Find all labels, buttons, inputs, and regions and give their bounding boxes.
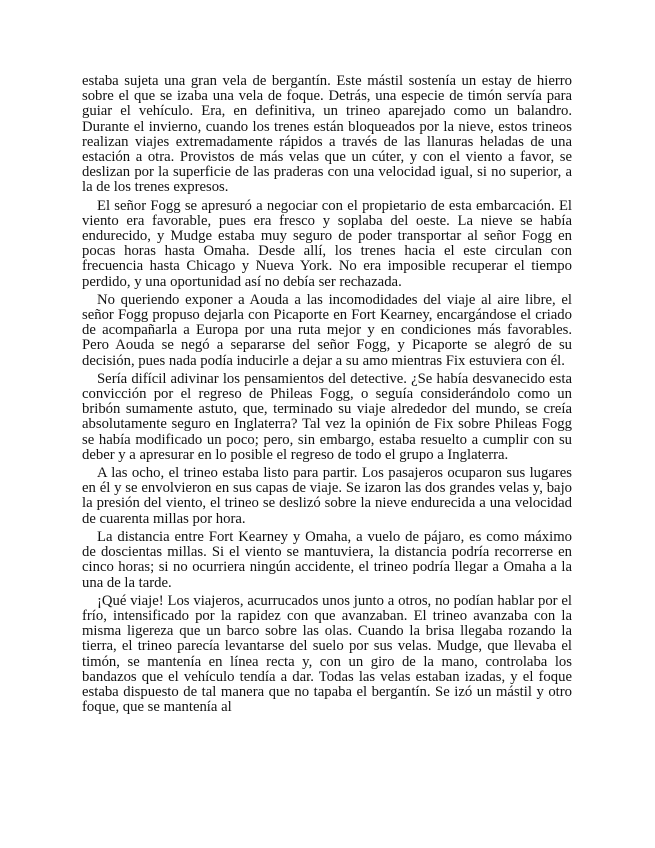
paragraph-1: estaba sujeta una gran vela de bergantín. Este mástil sostenía un estay de hierro sobre el que se izaba una vela de foque. Detrás, una especie de timón servía para guiar el vehículo. Era, en definitiva, un trineo aparejado como un balandro. Durante el invierno, cuando los trenes están bloqueados por la nieve, estos trineos realizan viajes extremadamente rápidos a través de las llanuras heladas de una estación a otra. Provistos de más velas que un cúter, y con el viento a favor, se deslizan por la superficie de las praderas con una velocidad igual, si no superior, a la de los trenes expresos. xyxy=(82,73,572,196)
paragraph-6: La distancia entre Fort Kearney y Omaha, a vuelo de pájaro, es como máximo de doscientas millas. Si el viento se mantuviera, la distancia podría recorrerse en cinco horas; si no ocurriera ningún accidente, el trineo podría llegar a Omaha a la una de la tarde. xyxy=(82,528,572,591)
page-body xyxy=(82,74,572,718)
paragraph-3: No queriendo exponer a Aouda a las incomodidades del viaje al aire libre, el señor Fogg propuso dejarla con Picaporte en Fort Kearney, encargándose el criado de acompañarla a Europa por una ruta mejor y en condiciones más favorables. Pero Aouda se negó a separarse del señor Fogg, y Picaporte se alegró de su decisión, pues nada podía inducirle a dejar a su amo mientras Fix estuviera con él. xyxy=(82,291,572,369)
paragraph-2: El señor Fogg se apresuró a negociar con el propietario de esta embarcación. El viento era favorable, pues era fresco y soplaba del oeste. La nieve se había endurecido, y Mudge estaba muy seguro de poder transportar al señor Fogg en pocas horas hasta Omaha. Desde allí, los trenes hacia el este circulan con frecuencia hasta Chicago y Nueva York. No era imposible recuperar el tiempo perdido, y una oportunidad así no debía ser rechazada. xyxy=(82,197,572,290)
paragraph-4: Sería difícil adivinar los pensamientos del detective. ¿Se había desvanecido esta convicción por el regreso de Phileas Fogg, o seguía considerándolo como un bribón sumamente astuto, que, terminado su viaje alrededor del mundo, se creía absolutamente seguro en Inglaterra? Tal vez la opinión de Fix sobre Phileas Fogg se había modificado un poco; pero, sin embargo, estaba resuelto a cumplir con su deber y a apresurar en lo posible el regreso de todo el grupo a Inglaterra. xyxy=(82,370,572,463)
paragraph-7: ¡Qué viaje! Los viajeros, acurrucados unos junto a otros, no podían hablar por el frío, intensificado por la rapidez con que avanzaban. El trineo avanzaba con la misma ligereza que un barco sobre las olas. Cuando la brisa llegaba rozando la tierra, el trineo parecía levantarse del suelo por sus velas. Mudge, que llevaba el timón, se mantenía en línea recta y, con un giro de la mano, controlaba los bandazos que el vehículo tendía a dar. Todas las velas estaban izadas, y el foque estaba dispuesto de tal manera que no tapaba el bergantín. Se izó un mástil y otro foque, que se mantenía al xyxy=(82,592,572,716)
paragraph-5: A las ocho, el trineo estaba listo para partir. Los pasajeros ocuparon sus lugares en él y se envolvieron en sus capas de viaje. Se izaron las dos grandes velas y, bajo la presión del viento, el trineo se deslizó sobre la nieve endurecida a una velocidad de cuarenta millas por hora. xyxy=(82,465,572,527)
